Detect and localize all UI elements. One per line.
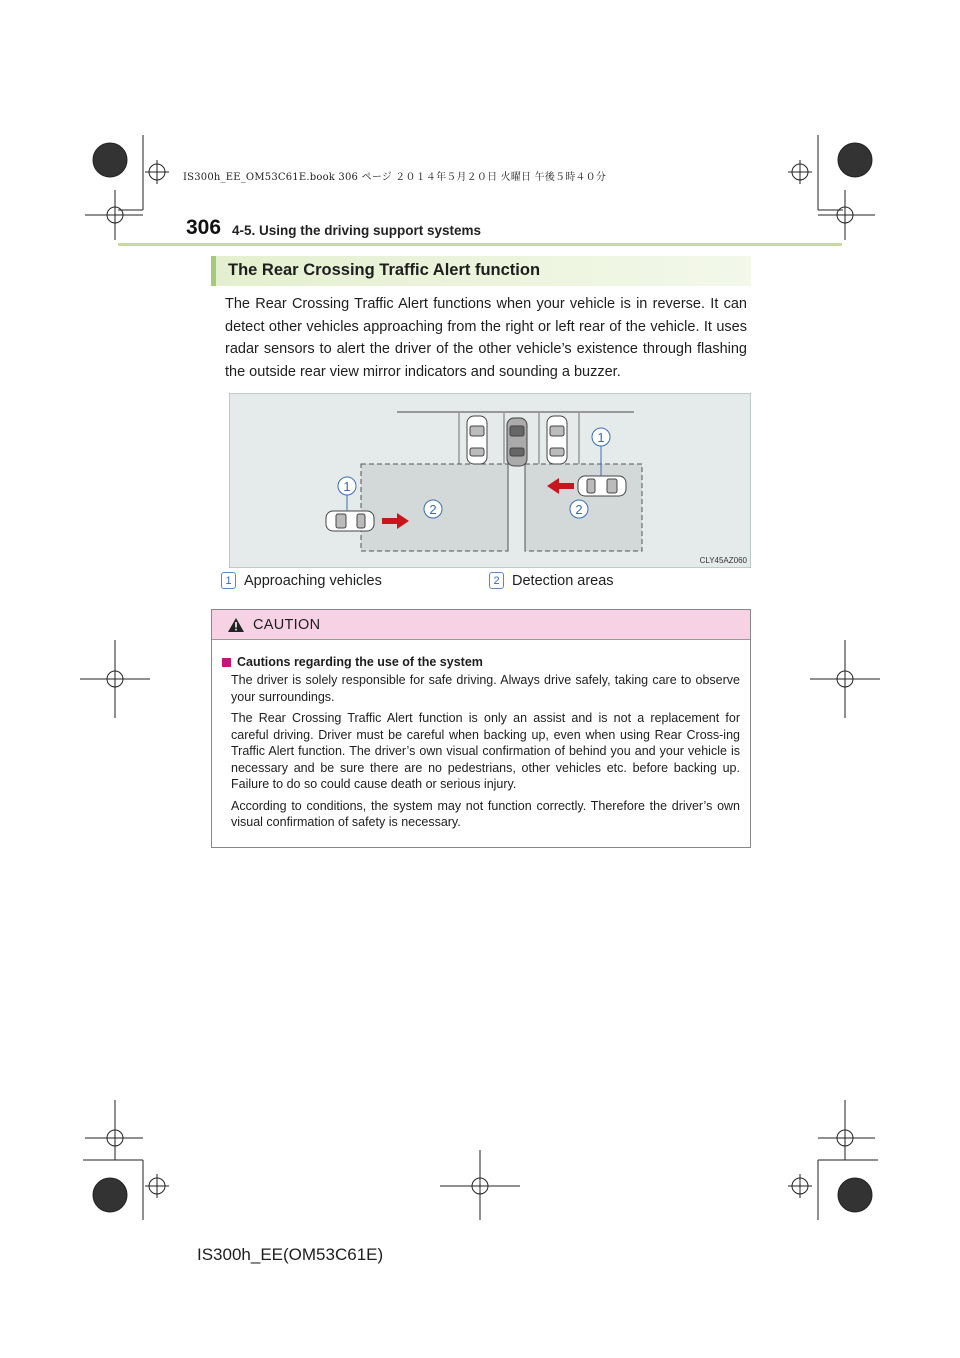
callout-1-right: [592, 428, 610, 446]
callout-1-right-text: 1: [597, 430, 605, 445]
section-heading: [211, 256, 751, 286]
callout-2-left: [424, 500, 442, 518]
square-bullet-icon: [222, 658, 231, 667]
parked-car-right: [547, 416, 567, 464]
caution-header: [212, 610, 750, 640]
page-number: 306: [186, 216, 222, 239]
footer-model-code: IS300h_EE(OM53C61E): [197, 1245, 384, 1264]
legend-item-detection: [489, 572, 614, 589]
legend-number-badge: 2: [489, 572, 504, 589]
caution-body: [212, 640, 750, 831]
rcta-illustration: [229, 393, 751, 568]
section-header: 4-5. Using the driving support systems: [232, 223, 482, 238]
parked-car-left: [467, 416, 487, 464]
legend-label: Approaching vehicles: [244, 572, 382, 589]
header-rule: [118, 243, 842, 246]
callout-1-left: [338, 477, 356, 495]
caution-subtitle-text: Cautions regarding the use of the system: [237, 655, 483, 669]
caution-paragraph: The Rear Crossing Traffic Alert function is only an assist and is not a replacement for careful driving. Driver must be careful when backing up, even when using Rear Cross-ing Traffic Alert function. The driver’s own visual confirmation of behind you and your vehicle is necessary and be sure there are no pedestrians, other vehicles etc. before backing up. Failure to do so could cause death or serious injury.: [231, 711, 740, 791]
callout-2-left-text: 2: [429, 502, 437, 517]
callout-1-left-text: 1: [343, 479, 351, 494]
caution-title: CAUTION: [253, 616, 321, 633]
callout-2-right-text: 2: [575, 502, 583, 517]
callout-2-right: [570, 500, 588, 518]
section-heading-text: The Rear Crossing Traffic Alert function: [228, 261, 541, 279]
legend-label: Detection areas: [512, 572, 614, 589]
legend-number-badge: 1: [221, 572, 236, 589]
caution-paragraph: The driver is solely responsible for safe driving. Always drive safely, taking care to observe your surroundings.: [231, 673, 740, 704]
figure-code: CLY45AZ060: [699, 556, 747, 565]
approaching-car-right: [578, 476, 626, 496]
intro-paragraph: The Rear Crossing Traffic Alert functions when your vehicle is in reverse. It can detect other vehicles approaching from the right or left rear of the vehicle. It uses radar sensors to alert the driver of the other vehicle’s existence through flashing the outside rear view mirror indicators and sounding a buzzer.: [225, 296, 747, 380]
caution-subtitle: [222, 655, 740, 669]
warning-icon: [227, 617, 245, 633]
own-car: [507, 418, 527, 466]
caution-box: [211, 609, 751, 848]
legend-item-approaching: [221, 572, 382, 589]
caution-paragraph: According to conditions, the system may not function correctly. Therefore the driver’s own visual confirmation of safety is necessary.: [231, 798, 740, 829]
print-info-line: IS300h_EE_OM53C61E.book 306 ページ ２０１４年５月２０日 火曜日 午後５時４０分: [183, 172, 607, 183]
approaching-car-left: [326, 511, 374, 531]
